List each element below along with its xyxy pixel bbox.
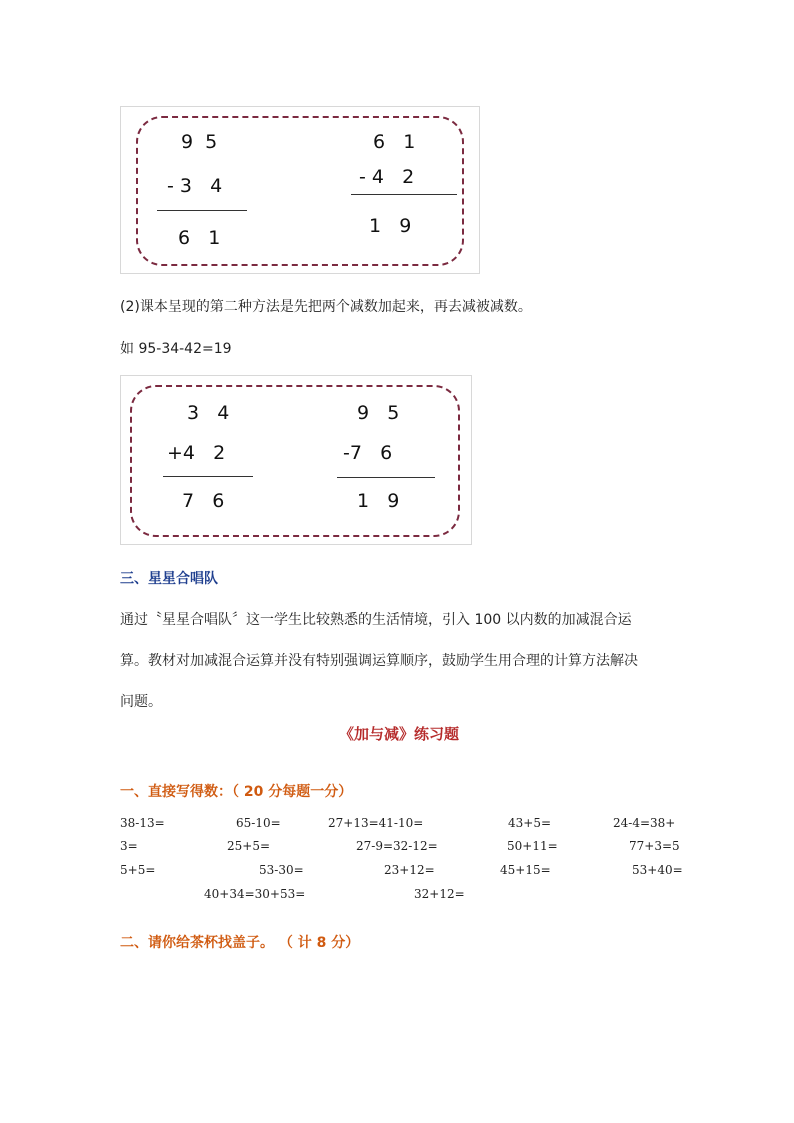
part-1-heading: 一、直接写得数：（ 20 分每题一分） [120, 784, 353, 800]
method-2-text: (2)课本呈现的第二种方法是先把两个减数加起来，再去减被减数。 [120, 299, 532, 315]
exercise-item: 45+15= [500, 863, 551, 877]
section-3-line-2: 算。教材对加减混合运算并没有特别强调运算顺序，鼓励学生用合理的计算方法解决 [120, 653, 638, 669]
part-2-heading: 二、请你给茶杯找盖子。 （ 计 8 分） [120, 935, 360, 951]
left-sum-line [157, 210, 247, 211]
figure-subtraction-2 [120, 375, 472, 545]
exercise-item: 27+13=41-10= [328, 816, 424, 830]
exercise-item: 25+5= [227, 839, 271, 853]
right-row1: 6 1 [373, 131, 416, 153]
exercise-item: 43+5= [508, 816, 552, 830]
right-row2: -7 6 [343, 442, 393, 464]
exercise-item: 3= [120, 839, 138, 853]
exercise-item: 32+12= [414, 887, 465, 901]
exercise-item: 53-30= [259, 863, 304, 877]
exercise-item: 27-9=32-12= [356, 839, 438, 853]
exercise-item: 24-4=38+ [613, 816, 676, 830]
exercise-item: 38-13= [120, 816, 165, 830]
right-row2: - 4 2 [359, 166, 415, 188]
right-sum-line [351, 194, 457, 195]
right-row3: 1 9 [369, 215, 412, 237]
left-row3: 7 6 [182, 490, 225, 512]
example-text: 如 95-34-42=19 [120, 341, 232, 357]
right-row3: 1 9 [357, 490, 400, 512]
section-3-line-1: 通过〝星星合唱队〞这一学生比较熟悉的生活情境，引入 100 以内数的加减混合运 [120, 612, 632, 628]
right-sum-line [337, 477, 435, 478]
left-row2: +4 2 [167, 442, 226, 464]
left-sum-line [163, 476, 253, 477]
exercise-item: 50+11= [507, 839, 558, 853]
exercise-item: 53+40= [632, 863, 683, 877]
exercise-item: 5+5= [120, 863, 156, 877]
section-3-line-3: 问题。 [120, 694, 162, 710]
left-row2: - 3 4 [167, 175, 223, 197]
exercise-item: 65-10= [236, 816, 281, 830]
exercise-item: 40+34=30+53= [204, 887, 306, 901]
right-row1: 9 5 [357, 402, 400, 424]
section-3-heading: 三、星星合唱队 [120, 571, 218, 587]
left-row1: 9 5 [181, 131, 218, 153]
exercise-item: 23+12= [384, 863, 435, 877]
exercise-title: 《加与减》练习题 [339, 725, 460, 743]
figure-subtraction-1 [120, 106, 480, 274]
left-row3: 6 1 [178, 227, 221, 249]
left-row1: 3 4 [187, 402, 230, 424]
exercise-item: 77+3=5 [629, 839, 680, 853]
